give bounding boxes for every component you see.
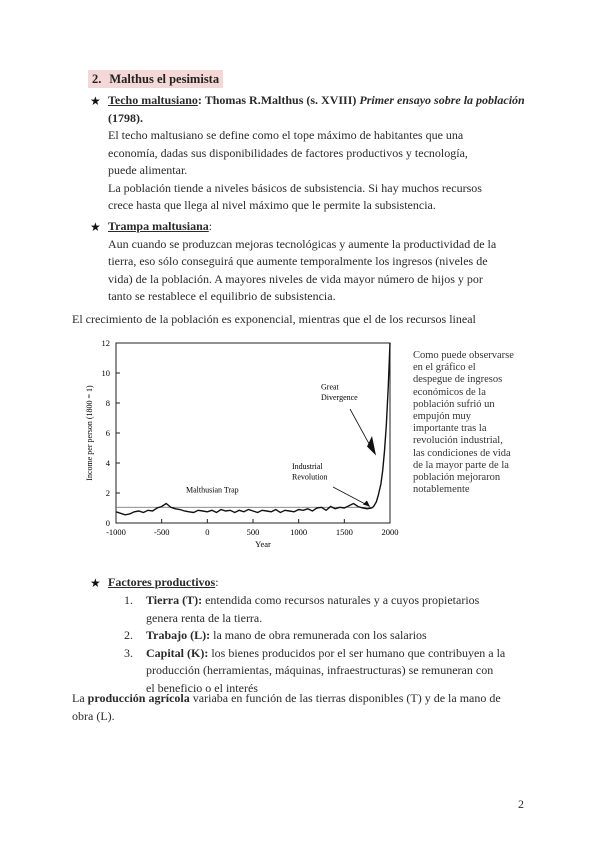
growth-sentence: El crecimiento de la población es exponencial, mientras que el de los recursos lineal bbox=[72, 312, 476, 326]
y-tick-label: 10 bbox=[101, 368, 110, 378]
income-chart bbox=[78, 334, 400, 556]
list-item: 2. Trabajo (L): la mano de obra remunerada con los salarios bbox=[124, 628, 427, 642]
section-heading bbox=[88, 70, 223, 88]
y-tick-label: 8 bbox=[105, 398, 110, 408]
factores-label: Factores productivos bbox=[108, 575, 216, 589]
y-axis-label: Income per person (1800 = 1) bbox=[85, 385, 94, 481]
techo-line5: crece hasta que llega al nivel máximo que le permite la subsistencia. bbox=[108, 198, 436, 212]
page-number: 2 bbox=[518, 797, 524, 811]
produccion-term: producción agrícola bbox=[87, 691, 190, 705]
chart-svg bbox=[78, 334, 400, 556]
trampa-label: Trampa maltusiana bbox=[108, 219, 209, 233]
techo-year: (1798). bbox=[108, 110, 143, 125]
series-line-income bbox=[116, 343, 390, 515]
section-number: 2. bbox=[92, 72, 102, 86]
techo-author: Thomas R.Malthus (s. XVIII) bbox=[201, 93, 360, 107]
arrow-head-icon bbox=[367, 436, 376, 456]
factores-heading: Factores productivos: bbox=[108, 575, 219, 589]
x-tick-label: -500 bbox=[153, 527, 170, 537]
trampa-block: Trampa maltusiana: Aun cuando se produzcan mejoras tecnológicas y aumente la productividad de la tierra, eso sólo conseguirá que aumente temporalmente los ingresos (niveles de vida) de la población. A mayores niveles de vida mayor número de hijos y por tanto se restablece el equilibrio de subsistencia. bbox=[108, 218, 538, 306]
list-item: 1. Tierra (T): entendida como recursos naturales y a cuyos propietarios genera renta de la tierra. bbox=[124, 593, 480, 625]
techo-label: Techo maltusiano bbox=[108, 93, 198, 107]
trampa-line1: Aun cuando se produzcan mejoras tecnológicas y aumente la productividad de la bbox=[108, 236, 497, 251]
x-tick-label: 500 bbox=[246, 527, 260, 537]
x-tick-label: 0 bbox=[205, 527, 210, 537]
y-tick-label: 4 bbox=[105, 458, 110, 468]
term-tierra: Tierra (T): bbox=[146, 593, 203, 607]
plot-frame bbox=[116, 343, 390, 523]
star-bullet-icon: ★ bbox=[90, 220, 101, 234]
term-trabajo: Trabajo (L): bbox=[146, 628, 211, 642]
techo-line1: El techo maltusiano se define como el tope máximo de habitantes que una bbox=[108, 128, 464, 142]
y-tick-label: 2 bbox=[105, 488, 110, 498]
y-tick-label: 12 bbox=[101, 338, 110, 348]
techo-line2: economía, dadas sus disponibilidades de factores productivos y tecnología, bbox=[108, 145, 468, 160]
annotation-malthusian-trap: Malthusian Trap bbox=[186, 485, 239, 495]
x-axis-label: Year bbox=[255, 539, 271, 549]
section-title: Malthus el pesimista bbox=[109, 72, 220, 86]
term-capital: Capital (K): bbox=[146, 645, 209, 660]
x-tick-label: 1500 bbox=[335, 527, 353, 537]
annotation-divergence: Divergence bbox=[321, 393, 358, 402]
x-tick-label: 2000 bbox=[381, 527, 399, 537]
techo-block: Techo maltusiano: Thomas R.Malthus (s. XVIII) Primer ensayo sobre la población (1798). El techo maltusiano se define como el tope máximo de habitantes que una economía, dadas sus disponibilidades de factores productivos y tecnología, puede alimentar. La población tiende a niveles básicos de subsistencia. Si hay muchos recursos crece hasta que llega al nivel máximo que le permite la subsistencia. bbox=[108, 92, 538, 215]
side-note: Como puede observarse en el gráfico el despegue de ingresos económicos de la población sufrió un empujón muy importante tras la revolución industrial, las condiciones de vida de la mayor parte de la población mejoraron notablemente bbox=[413, 350, 514, 496]
trampa-line2: tierra, eso sólo conseguirá que aumente temporalmente los ingresos (niveles de bbox=[108, 254, 488, 268]
y-tick-label: 6 bbox=[105, 428, 110, 438]
x-tick-label: -1000 bbox=[106, 527, 126, 537]
trampa-line4: tanto se restablece el equilibrio de subsistencia. bbox=[108, 289, 336, 303]
x-tick-label: 1000 bbox=[290, 527, 308, 537]
techo-line3: puede alimentar. bbox=[108, 163, 188, 177]
y-tick-label: 0 bbox=[105, 518, 110, 528]
annotation-revolution: Revolution bbox=[292, 472, 328, 482]
annotation-great: Great bbox=[321, 382, 339, 392]
star-bullet-icon: ★ bbox=[90, 94, 101, 108]
trampa-line3: vida) de la población. A mayores niveles de vida mayor número de hijos y por bbox=[108, 271, 483, 286]
techo-work: Primer ensayo sobre la población bbox=[359, 93, 525, 107]
factores-list bbox=[124, 592, 534, 697]
arrow-head-icon bbox=[363, 501, 370, 507]
annotation-industrial: Industrial bbox=[292, 462, 323, 471]
list-item: 3. Capital (K): los bienes producidos por el ser humano que contribuyen a la producción (herramientas, máquinas, infraestructuras) se remuneran con el beneficio o el interés bbox=[124, 645, 506, 695]
techo-line4: La población tiende a niveles básicos de subsistencia. Si hay muchos recursos bbox=[108, 180, 482, 195]
produccion-paragraph: La producción agrícola variaba en función de las tierras disponibles (T) y de la mano de obra (L). bbox=[72, 691, 501, 723]
star-bullet-icon: ★ bbox=[90, 576, 101, 590]
